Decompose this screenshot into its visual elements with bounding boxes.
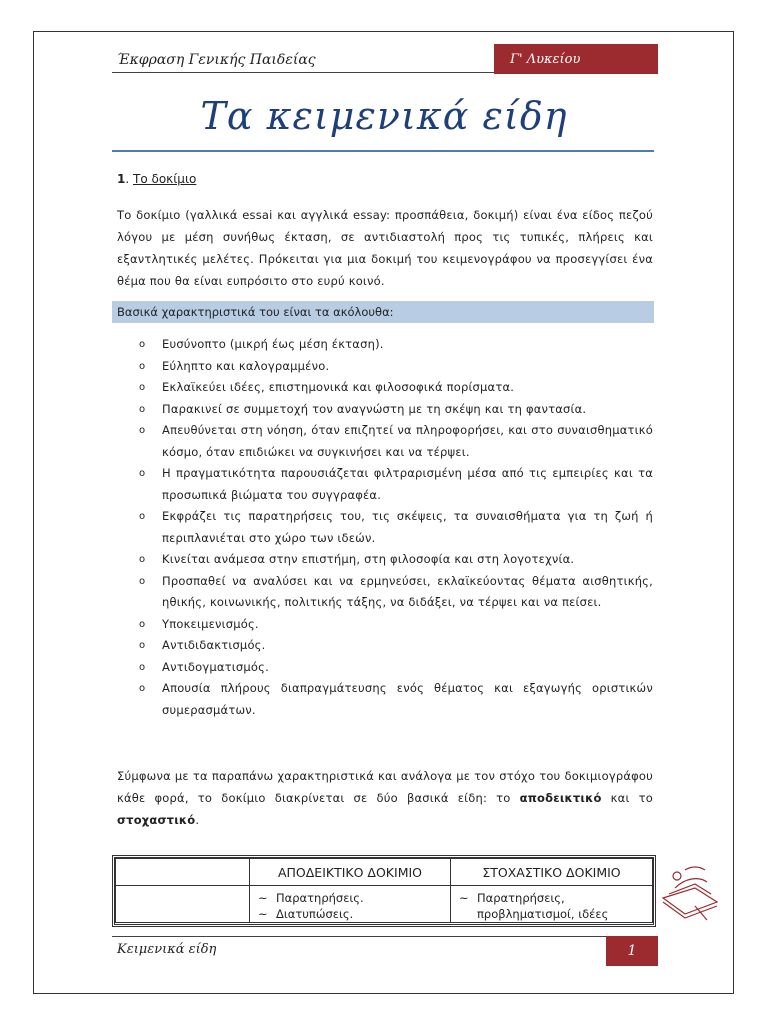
list-item: o Η πραγματικότητα παρουσιάζεται φιλτραρισμένη μέσα από τις εμπειρίες και τα προσωπικά βιώματα του συγγραφέα. bbox=[136, 463, 653, 506]
tilde-bullet-icon: ~ bbox=[258, 891, 268, 905]
term-apodeiktiko: αποδεικτικό bbox=[519, 791, 602, 805]
list-item: o Προσπαθεί να αναλύσει και να ερμηνεύσει, εκλαϊκεύοντας θέματα αισθητικής, ηθικής, κοινωνικής, πολιτικής τάξης, να διδάξει, να τέρψει και να πείσει. bbox=[136, 571, 653, 614]
table-cell bbox=[116, 886, 250, 923]
circle-bullet-icon: o bbox=[139, 661, 146, 673]
list-item: o Απευθύνεται στη νόηση, όταν επιζητεί να πληροφορήσει, και στο συναισθηματικό κόσμο, όταν επιδιώκει να συγκινήσει και να τέρψει. bbox=[136, 420, 653, 463]
table-header-cell bbox=[116, 859, 250, 886]
table-header-cell: ΣΤΟΧΑΣΤΙΚΟ ΔΟΚΙΜΙΟ bbox=[451, 859, 653, 886]
books-stamp-icon bbox=[655, 858, 725, 928]
table-header-cell: ΑΠΟΔΕΙΚΤΙΚΟ ΔΟΚΙΜΙΟ bbox=[250, 859, 451, 886]
characteristics-list bbox=[136, 334, 653, 721]
title-rule bbox=[112, 150, 654, 152]
header-rule bbox=[112, 72, 494, 73]
list-item: o Εκφράζει τις παρατηρήσεις του, τις σκέψεις, τα συναισθήματα για τη ζωή ή περιπλανιέται στο χώρο των ιδεών. bbox=[136, 506, 653, 549]
section-label: Το δοκίμιο bbox=[133, 172, 197, 186]
characteristics-heading: Βασικά χαρακτηριστικά του είναι τα ακόλουθα: bbox=[112, 301, 654, 323]
list-item: o Εύληπτο και καλογραμμένο. bbox=[136, 356, 653, 378]
tilde-bullet-icon: ~ bbox=[459, 891, 469, 905]
intro-paragraph: Το δοκίμιο (γαλλικά essai και αγγλικά essay: προσπάθεια, δοκιμή) είναι ένα είδος πεζού λόγου με μέση συνήθως έκταση, σε αντιδιαστολή προς τις τυπικές, πλήρεις και εξαντλητικές μελέτες. Πρόκειται για μια δοκιμή του κειμενογράφου να προσεγγίσει ένα θέμα που θα είναι ευπρόσιτο στο ευρύ κοινό. bbox=[117, 208, 653, 288]
circle-bullet-icon: o bbox=[139, 618, 146, 630]
table-header-row bbox=[116, 859, 653, 886]
list-item: o Απουσία πλήρους διαπραγμάτευσης ενός θέματος και εξαγωγής οριστικών συμερασμάτων. bbox=[136, 678, 653, 721]
footer-label: Κειμενικά είδη bbox=[117, 942, 217, 957]
list-item: o Εκλαϊκεύει ιδέες, επιστημονικά και φιλοσοφικά πορίσματα. bbox=[136, 377, 653, 399]
list-item: ~ Διατυπώσεις. bbox=[258, 907, 354, 921]
circle-bullet-icon: o bbox=[139, 511, 146, 522]
page-number: 1 bbox=[606, 936, 658, 966]
circle-bullet-icon: o bbox=[139, 382, 146, 393]
list-item: ~ Παρατηρήσεις, προβληματισμοί, ιδέες bbox=[459, 891, 609, 921]
header-grade-tag: Γ' Λυκείου bbox=[494, 44, 658, 74]
conclusion-paragraph: Σύμφωνα με τα παραπάνω χαρακτηριστικά και ανάλογα με τον στόχο του δοκιμιογράφου κάθε φορά, το δοκίμιο διακρίνεται σε δύο βασικά είδη: το αποδεικτικό και το στοχαστικό. bbox=[117, 769, 653, 827]
header-subject: Έκφραση Γενικής Παιδείας bbox=[117, 52, 316, 68]
list-item: o Κινείται ανάμεσα στην επιστήμη, στη φιλοσοφία και στη λογοτεχνία. bbox=[136, 549, 653, 571]
circle-bullet-icon: o bbox=[139, 425, 146, 436]
list-item: o Υποκειμενισμός. bbox=[136, 614, 653, 636]
circle-bullet-icon: o bbox=[139, 640, 146, 651]
circle-bullet-icon: o bbox=[139, 360, 146, 372]
list-item: ~ Παρατηρήσεις. bbox=[258, 891, 364, 905]
circle-bullet-icon: o bbox=[139, 468, 146, 479]
list-item: o Αντιδιδακτισμός. bbox=[136, 635, 653, 657]
footer-rule bbox=[112, 936, 606, 937]
circle-bullet-icon: o bbox=[139, 554, 146, 565]
section-number: 1 bbox=[117, 172, 126, 186]
circle-bullet-icon: o bbox=[139, 575, 146, 587]
list-item: o Παρακινεί σε συμμετοχή τον αναγνώστη με τη σκέψη και τη φαντασία. bbox=[136, 399, 653, 421]
circle-bullet-icon: o bbox=[139, 339, 146, 350]
list-item: o Ευσύνοπτο (μικρή έως μέση έκταση). bbox=[136, 334, 653, 356]
section-heading: 1. Το δοκίμιο bbox=[117, 172, 197, 186]
tilde-bullet-icon: ~ bbox=[258, 907, 268, 921]
table-row bbox=[116, 886, 653, 923]
page-title: Τα κειμενικά είδη bbox=[200, 94, 568, 138]
comparison-table bbox=[112, 855, 656, 927]
circle-bullet-icon: o bbox=[139, 683, 146, 694]
table-cell bbox=[250, 886, 451, 923]
circle-bullet-icon: o bbox=[139, 403, 146, 415]
list-item: o Αντιδογματισμός. bbox=[136, 657, 653, 679]
term-stochastiko: στοχαστικό bbox=[117, 813, 196, 827]
table-cell bbox=[451, 886, 653, 923]
